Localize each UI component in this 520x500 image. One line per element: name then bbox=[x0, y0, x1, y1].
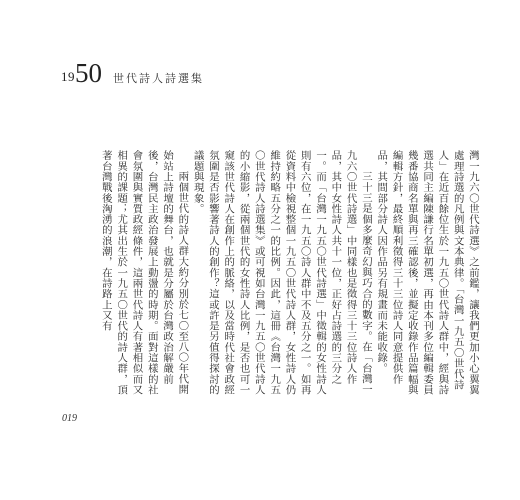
header-title: 世代詩人詩選集 bbox=[113, 72, 204, 85]
body-text bbox=[65, 150, 480, 402]
paragraph-1: 灣一九六〇世代詩選》之前鑑，讓我們更加小心翼翼處理詩選的凡例與文本典律。「台灣一九五〇世代詩人」在近百餘位生於一九五〇世代詩人群中，經與詩選共同主編陳謙行名單初選，再由本刊多位編輯委員幾番協商名單與再三確認後，並擬定收錄作品篇幅與編輯方針，最終順利徵得三十三位詩人同意提供作品，其間部分詩人因作品另有規畫而未能收錄。 bbox=[375, 150, 479, 395]
paragraph-2: 三十三是個多麼奇幻與巧合的數字。在「台灣一九六〇世代詩選」中同樣也是徵得三十三位詩人作品，其中女性詩人共十一位，正好占詩選的三分之一。而「台灣一九五〇世代詩選」中徵輯的女性詩人則有六位，在一九五〇詩人群中不及五分之一。如再從資料中檢視整個一九五〇世代詩人群，女性詩人仍維持約略五分之一的比例。因此，這冊《台灣一九五〇世代詩人詩選集》或可視如台灣一九五〇世代詩人的小縮影，從兩個世代的女性詩人比例，是否也可一窺該世代詩人在創作上的脈絡，以及當時代社會政經氛圍是否影響著詩人的創作？這或許是另值得探討的議題與現象。 bbox=[191, 150, 372, 395]
page-number: 019 bbox=[62, 413, 77, 424]
paragraph-3: 兩個世代的詩人群大約分別於七〇至八〇年代開始站上詩壇的舞台，也就是分屬於台灣政治解嚴前後，台灣民主政治發展上動盪的時期。面對這樣的社會氛圍與實質政經條件，這兩世代詩人有著相似而又相異的課題；尤其出生於一九五〇世代的詩人群，頂著台灣戰後洶湧的浪潮，在詩路上又有 bbox=[99, 150, 189, 395]
header-year-suffix: 50 bbox=[75, 58, 102, 88]
header-year-prefix: 19 bbox=[61, 69, 75, 84]
